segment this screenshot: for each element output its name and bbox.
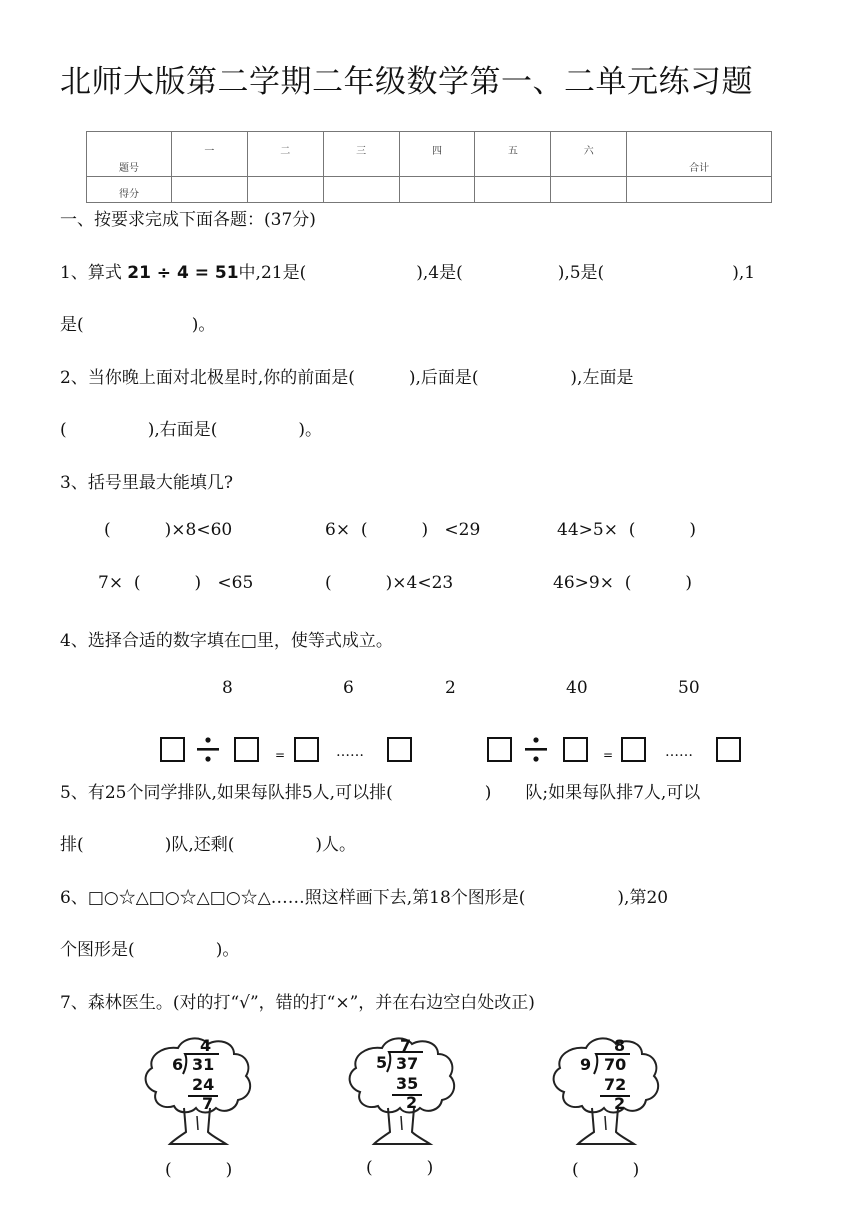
score-row-label: 得分	[87, 177, 172, 203]
q4-number: 40	[566, 678, 588, 698]
tree-divisor: 5	[376, 1053, 388, 1072]
question-1-line2: 是( )。	[60, 315, 216, 335]
score-table-total: 合计	[627, 132, 772, 177]
question-3-title: 3、括号里最大能填几?	[60, 473, 233, 493]
q1-text-e: ),1	[732, 263, 756, 283]
score-table	[86, 131, 772, 203]
answer-box[interactable]	[234, 737, 259, 762]
q3-item: ( )×4<23	[325, 573, 454, 593]
question-2-line2: ( ),右面是( )。	[60, 420, 323, 440]
q3-item: 46>9× ( )	[553, 573, 693, 593]
division-tree-3	[548, 1036, 664, 1148]
question-6-line1	[60, 883, 668, 908]
tree-remainder: 2	[406, 1093, 418, 1112]
q1-text-b: 中,21是(	[238, 263, 307, 283]
tree-remainder: 2	[614, 1094, 626, 1113]
answer-box[interactable]	[716, 737, 741, 762]
q5-text-c: 队;如果每队排7人,可以	[525, 783, 701, 803]
q3-item: ( )×8<60	[104, 520, 233, 540]
tree-answer[interactable]: ( )	[165, 1160, 233, 1180]
tree-product: 24	[192, 1075, 215, 1094]
q4-number: 6	[343, 678, 354, 698]
question-5-line2: 排( )队,还剩( )人。	[60, 835, 357, 855]
question-2-line1: 2、当你晚上面对北极星时,你的前面是( ),后面是( ),左面是	[60, 368, 634, 388]
tree-product: 72	[604, 1075, 627, 1094]
answer-box[interactable]	[563, 737, 588, 762]
question-6-line2: 个图形是( )。	[60, 940, 240, 960]
q6-text-b: ),第20	[617, 888, 669, 908]
answer-box[interactable]	[160, 737, 185, 762]
q3-item: 44>5× ( )	[557, 520, 697, 540]
answer-box[interactable]	[621, 737, 646, 762]
division-tree-1	[140, 1036, 256, 1148]
question-1-line1	[60, 258, 755, 283]
q3-item: 7× ( ) <65	[98, 573, 254, 593]
score-cell[interactable]	[172, 177, 248, 203]
score-table-col: 六	[551, 132, 627, 177]
score-table-col: 二	[247, 132, 323, 177]
question-4-title: 4、选择合适的数字填在□里，使等式成立。	[60, 631, 393, 651]
q1-text-d: ),5是(	[557, 263, 605, 283]
tree-answer[interactable]: ( )	[366, 1158, 434, 1178]
divide-sign-icon	[523, 736, 549, 764]
score-cell[interactable]	[475, 177, 551, 203]
score-table-col: 一	[172, 132, 248, 177]
question-5-line1	[60, 778, 700, 803]
tree-product: 35	[396, 1074, 419, 1093]
q4-number: 50	[678, 678, 700, 698]
answer-box[interactable]	[294, 737, 319, 762]
score-table-col: 四	[399, 132, 475, 177]
equals-sign: =	[603, 748, 614, 762]
q4-number: 8	[222, 678, 233, 698]
score-cell[interactable]	[627, 177, 772, 203]
score-table-col: 五	[475, 132, 551, 177]
q1-prefix: 1、算式	[60, 263, 128, 283]
tree-dividend: 31	[192, 1055, 215, 1074]
q5-text-b: )	[484, 783, 492, 803]
section-heading: 一、按要求完成下面各题：(37分)	[60, 210, 316, 230]
q3-item: 6× ( ) <29	[325, 520, 481, 540]
tree-divisor: 6	[172, 1055, 184, 1074]
score-cell[interactable]	[399, 177, 475, 203]
score-table-col: 三	[323, 132, 399, 177]
tree-quotient: 8	[614, 1036, 626, 1055]
remainder-dots: ……	[665, 744, 693, 760]
q1-text-c: ),4是(	[416, 263, 463, 283]
divide-sign-icon	[195, 736, 221, 764]
tree-quotient: 7	[400, 1036, 412, 1055]
q1-equation: 21 ÷ 4 = 51	[127, 263, 239, 283]
score-cell[interactable]	[247, 177, 323, 203]
question-7-title: 7、森林医生。(对的打“√”，错的打“×”，并在右边空白处改正)	[60, 993, 535, 1013]
tree-dividend: 70	[604, 1055, 627, 1074]
q4-number: 2	[445, 678, 456, 698]
division-tree-2	[344, 1036, 460, 1148]
q6-text-a: 6、□○☆△□○☆△□○☆△……照这样画下去,第18个图形是(	[60, 888, 526, 908]
tree-remainder: 7	[202, 1094, 214, 1113]
remainder-dots: ……	[336, 744, 364, 760]
page-title: 北师大版第二学期二年级数学第一、二单元练习题	[60, 64, 753, 100]
q5-text-a: 5、有25个同学排队,如果每队排5人,可以排(	[60, 783, 393, 803]
tree-answer[interactable]: ( )	[572, 1160, 640, 1180]
score-cell[interactable]	[551, 177, 627, 203]
equals-sign: =	[275, 748, 286, 762]
answer-box[interactable]	[487, 737, 512, 762]
score-cell[interactable]	[323, 177, 399, 203]
answer-box[interactable]	[387, 737, 412, 762]
tree-quotient: 4	[200, 1036, 212, 1055]
tree-dividend: 37	[396, 1054, 419, 1073]
score-table-header: 题号	[87, 132, 172, 177]
tree-divisor: 9	[580, 1055, 592, 1074]
